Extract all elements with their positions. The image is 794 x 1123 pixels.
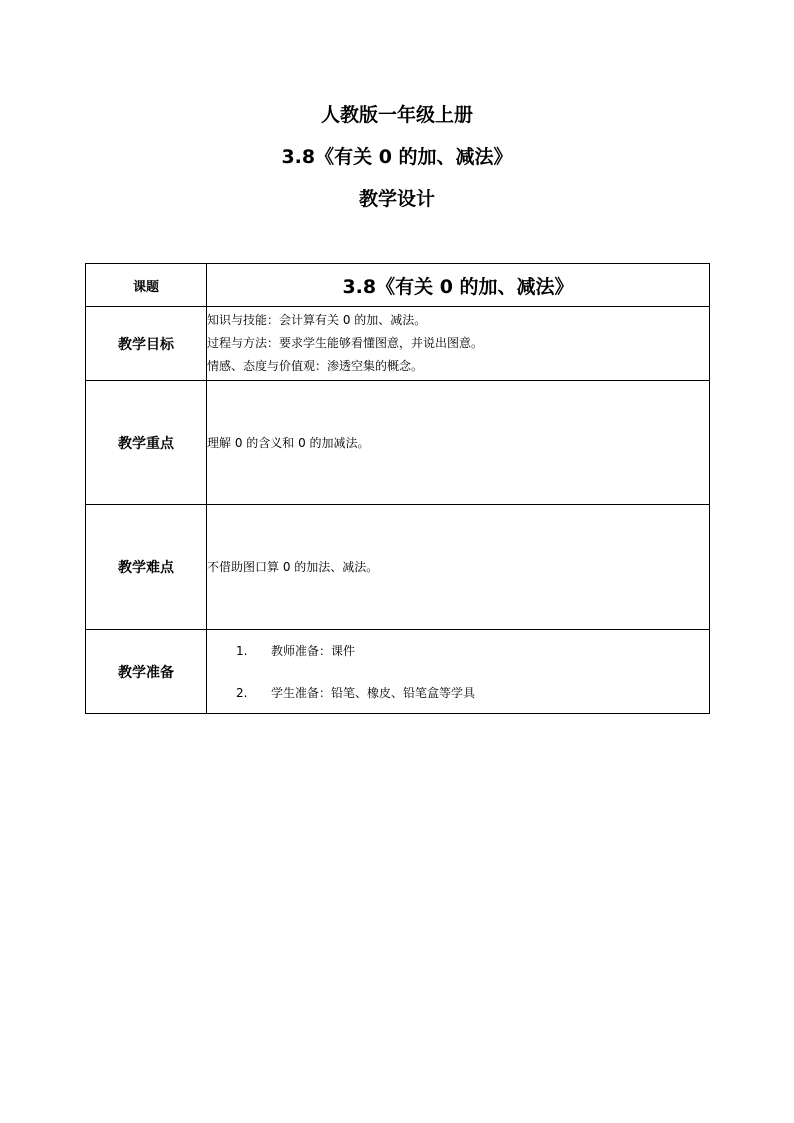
difficulties-content: 不借助图口算 0 的加法、减法。 [207, 505, 710, 630]
title-textbook: 人教版一年级上册 [320, 104, 473, 126]
row-preparation [86, 630, 710, 714]
title-lesson: 3.8《有关 0 的加、减法》 [281, 146, 513, 168]
objective-attitude: 情感、态度与价值观：渗透空集的概念。 [207, 359, 424, 373]
topic-value: 3.8《有关 0 的加、减法》 [207, 264, 710, 307]
list-text: 学生准备：铅笔、橡皮、铅笔盒等学具 [271, 685, 476, 700]
objective-knowledge: 知识与技能：会计算有关 0 的加、减法。 [207, 313, 427, 327]
row-topic [86, 264, 710, 307]
key-points-label: 教学重点 [86, 381, 207, 505]
preparation-item-teacher [207, 641, 709, 661]
topic-label: 课题 [86, 264, 207, 307]
list-number: 1. [236, 643, 248, 658]
title-design: 教学设计 [358, 188, 435, 210]
objective-process: 过程与方法：要求学生能够看懂图意，并说出图意。 [207, 336, 484, 350]
row-key-points [86, 381, 710, 505]
row-difficulties [86, 505, 710, 630]
lesson-plan-table [85, 263, 710, 714]
difficulties-label: 教学难点 [86, 505, 207, 630]
objectives-label: 教学目标 [86, 307, 207, 381]
preparation-label: 教学准备 [86, 630, 207, 714]
row-objectives [86, 307, 710, 381]
preparation-item-student [207, 683, 709, 703]
list-number: 2. [236, 685, 248, 700]
preparation-list [207, 641, 709, 703]
document-title [0, 105, 794, 231]
objectives-content [207, 307, 710, 381]
key-points-content: 理解 0 的含义和 0 的加减法。 [207, 381, 710, 505]
preparation-content [207, 630, 710, 714]
list-text: 教师准备：课件 [271, 643, 356, 658]
